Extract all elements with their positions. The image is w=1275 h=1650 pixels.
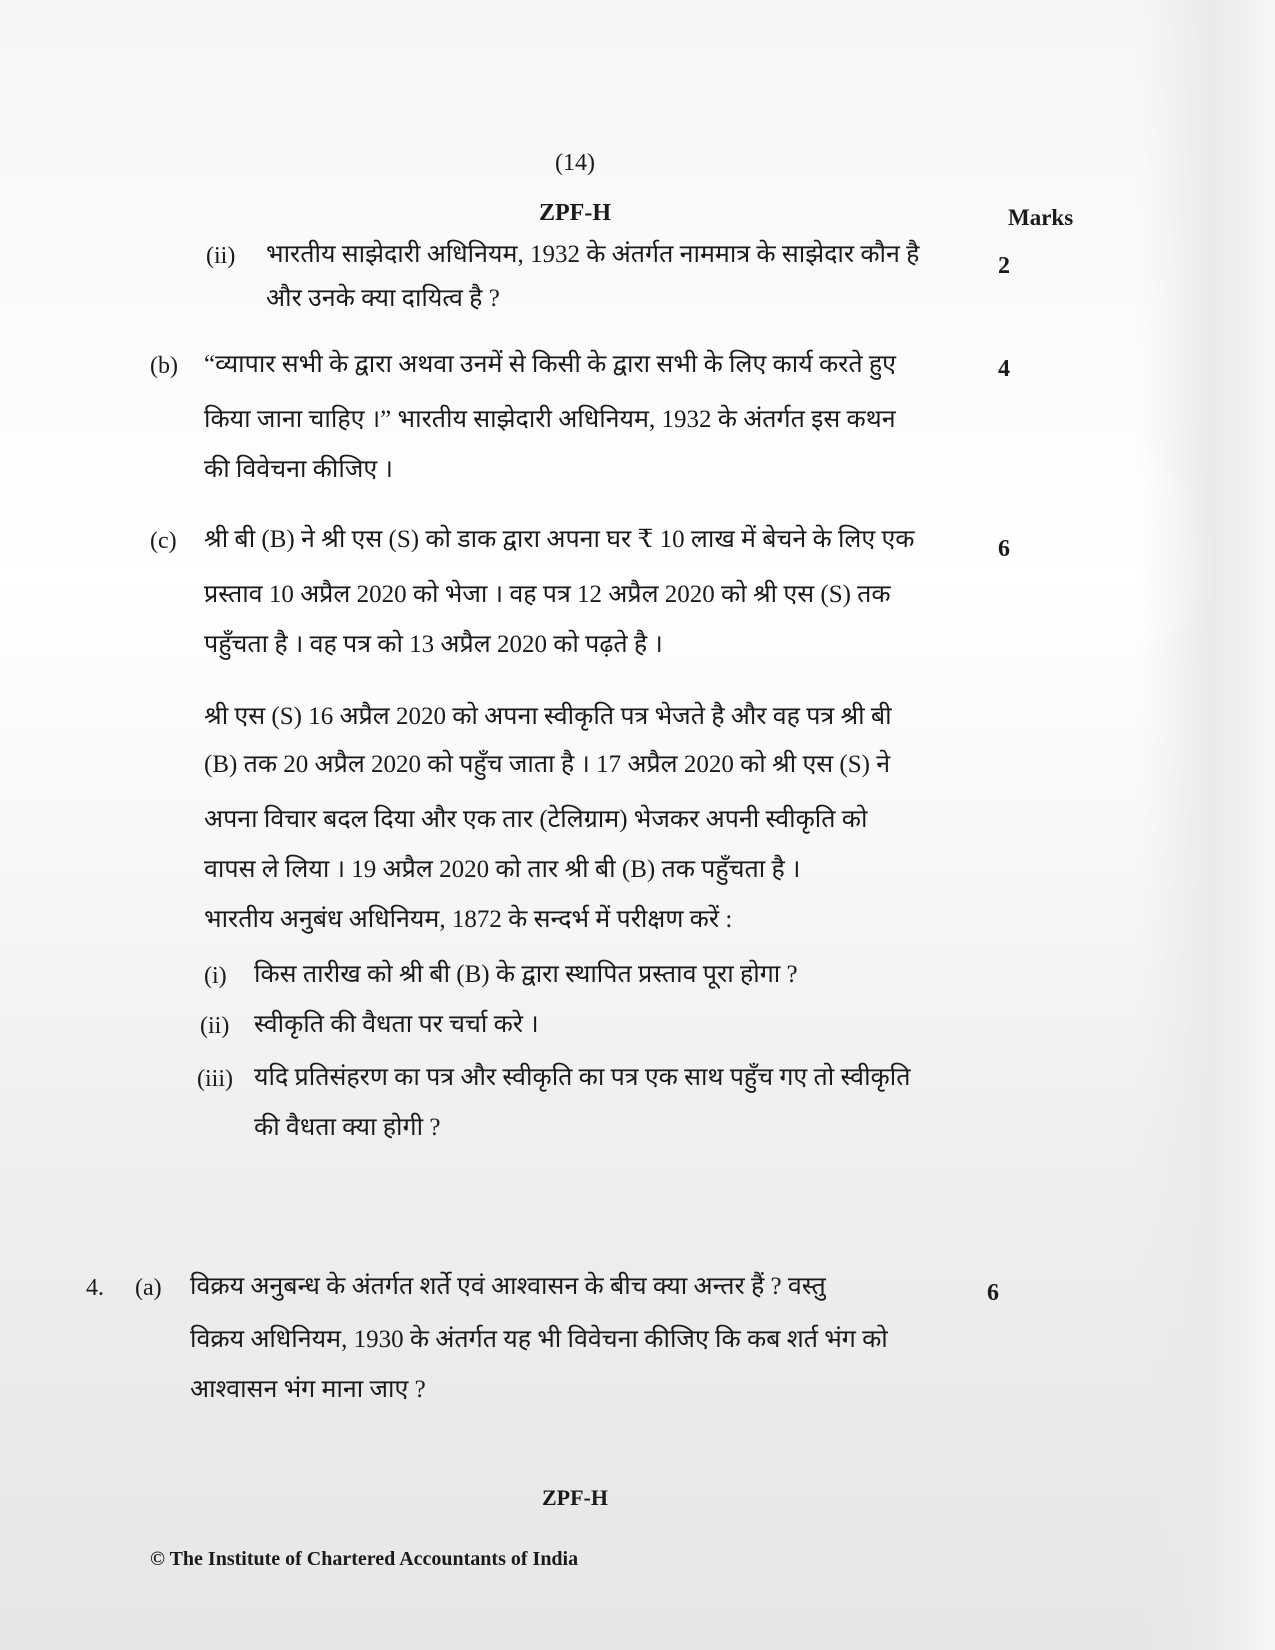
question-c-line-2: प्रस्ताव 10 अप्रैल 2020 को भेजा । वह पत्र 12 अप्रैल 2020 को श्री एस (S) तक	[204, 581, 891, 608]
question-b-line-1: “व्यापार सभी के द्वारा अथवा उनमें से किसी के द्वारा सभी के लिए कार्य करते हुए	[204, 351, 896, 378]
sub-question-label-ii: (ii)	[200, 1013, 230, 1039]
question-4a-line-3: आश्वासन भंग माना जाए ?	[190, 1376, 426, 1403]
sub-question-label-iii: (iii)	[197, 1066, 233, 1092]
marks-value-c: 6	[998, 536, 1010, 562]
question-label-4a: (a)	[135, 1275, 162, 1301]
question-ii-line-2: और उनके क्या दायित्व है ?	[266, 285, 500, 312]
question-4a-line-1: विक्रय अनुबन्ध के अंतर्गत शर्ते एवं आश्वासन के बीच क्या अन्तर हैं ? वस्तु	[190, 1273, 826, 1300]
question-label-c: (c)	[150, 528, 177, 554]
question-c-instruction: भारतीय अनुबंध अधिनियम, 1872 के सन्दर्भ में परीक्षण करें :	[204, 906, 733, 933]
sub-question-iii-line-1: यदि प्रतिसंहरण का पत्र और स्वीकृति का पत्र एक साथ पहुँच गए तो स्वीकृति	[254, 1064, 911, 1091]
copyright-footer: © The Institute of Chartered Accountants of India	[150, 1548, 579, 1570]
question-c-para2-line-3: अपना विचार बदल दिया और एक तार (टेलिग्राम) भेजकर अपनी स्वीकृति को	[204, 806, 868, 833]
question-label-b: (b)	[150, 353, 178, 379]
paper-code-footer: ZPF-H	[542, 1485, 608, 1510]
question-4a-line-2: विक्रय अधिनियम, 1930 के अंतर्गत यह भी विवेचना कीजिए कि कब शर्त भंग को	[190, 1326, 888, 1353]
paper-code-header: ZPF-H	[539, 200, 611, 226]
page-number: (14)	[555, 150, 595, 176]
question-ii-line-1: भारतीय साझेदारी अधिनियम, 1932 के अंतर्गत नाममात्र के साझेदार कौन है	[266, 241, 920, 268]
marks-value-4a: 6	[987, 1280, 999, 1306]
sub-question-i-text: किस तारीख को श्री बी (B) के द्वारा स्थापित प्रस्ताव पूरा होगा ?	[254, 961, 798, 988]
question-c-para2-line-1: श्री एस (S) 16 अप्रैल 2020 को अपना स्वीकृति पत्र भेजते है और वह पत्र श्री बी	[204, 703, 892, 730]
sub-question-iii-line-2: की वैधता क्या होगी ?	[254, 1114, 441, 1141]
marks-heading: Marks	[1008, 205, 1074, 230]
sub-question-label-i: (i)	[204, 963, 227, 989]
marks-value-b: 4	[998, 356, 1010, 382]
question-c-line-1: श्री बी (B) ने श्री एस (S) को डाक द्वारा अपना घर ₹ 10 लाख में बेचने के लिए एक	[204, 526, 915, 553]
question-c-para2-line-4: वापस ले लिया । 19 अप्रैल 2020 को तार श्री बी (B) तक पहुँचता है ।	[204, 856, 801, 883]
scan-shadow	[1140, 0, 1275, 1650]
marks-value-ii: 2	[998, 253, 1010, 279]
question-b-line-2: किया जाना चाहिए ।” भारतीय साझेदारी अधिनियम, 1932 के अंतर्गत इस कथन	[204, 406, 896, 433]
question-c-line-3: पहुँचता है । वह पत्र को 13 अप्रैल 2020 को पढ़ते है ।	[204, 631, 663, 658]
question-label-ii: (ii)	[206, 243, 236, 269]
question-number-4: 4.	[86, 1275, 104, 1301]
question-c-para2-line-2: (B) तक 20 अप्रैल 2020 को पहुँच जाता है । 17 अप्रैल 2020 को श्री एस (S) ने	[204, 751, 891, 778]
sub-question-ii-text: स्वीकृति की वैधता पर चर्चा करे ।	[254, 1011, 539, 1038]
question-b-line-3: की विवेचना कीजिए ।	[204, 456, 393, 483]
